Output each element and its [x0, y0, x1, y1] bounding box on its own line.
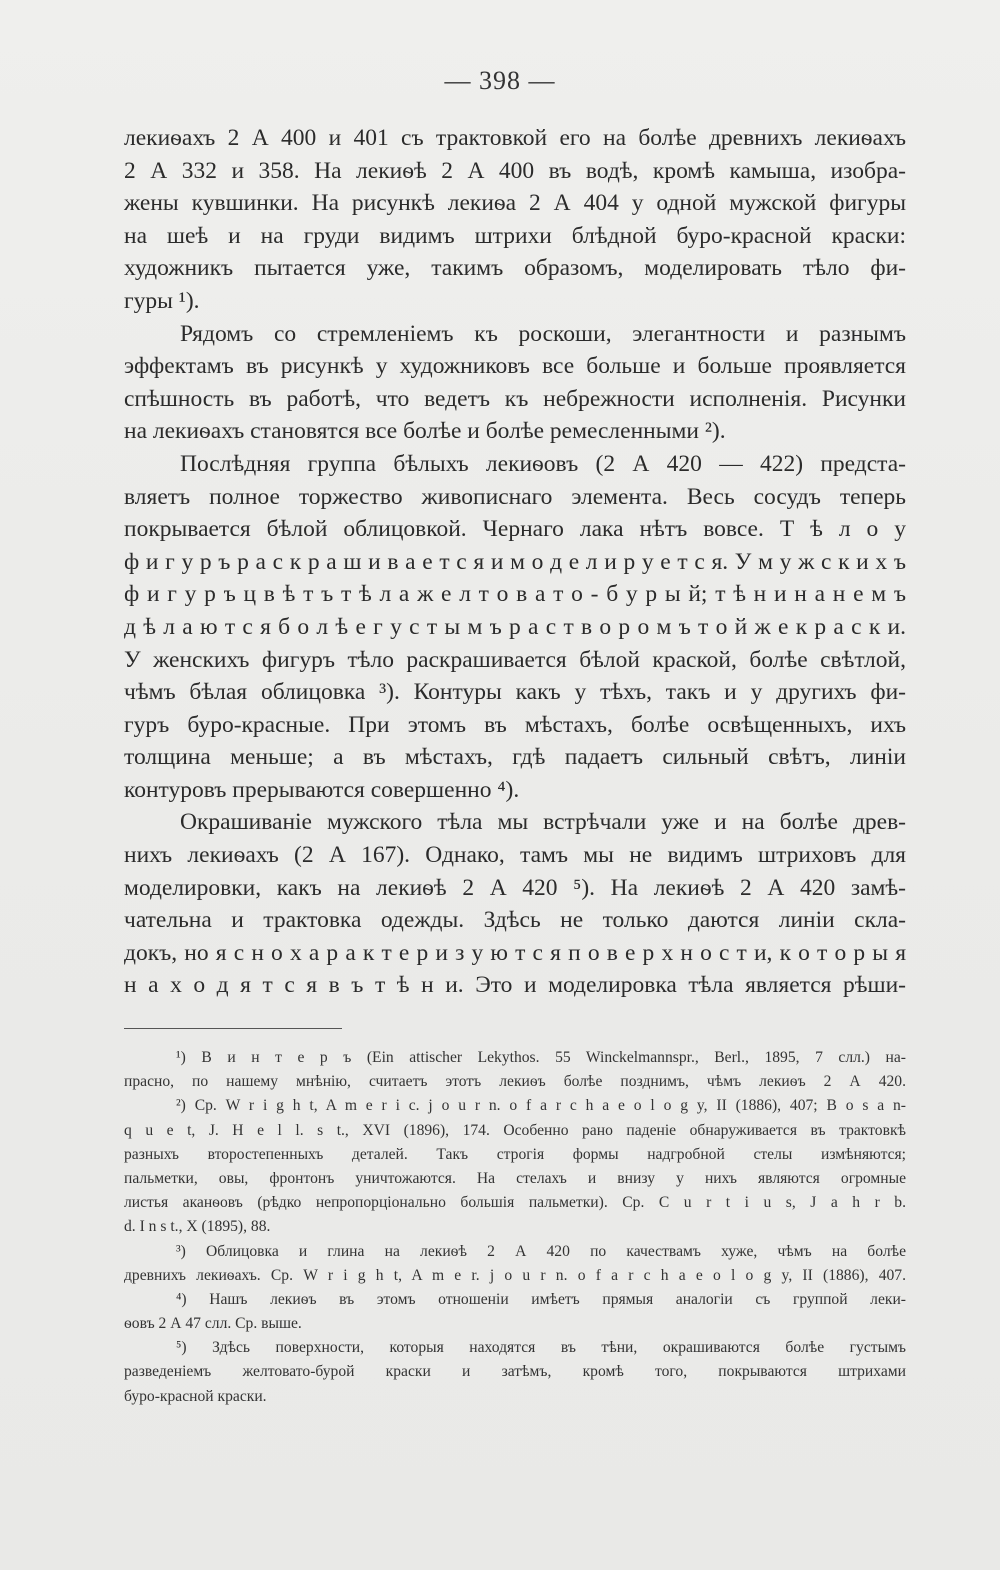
footnotes [124, 1046, 906, 1409]
paragraph-4 [124, 806, 906, 1002]
text-line: на шеѣ и на груди видимъ штрихи блѣдной буро-красной краски: [124, 222, 906, 249]
footnote-line: d. I n s t., X (1895), 88. [124, 1218, 271, 1236]
footnote-line: разныхъ второстепенныхъ деталей. Такъ строгія формы надгробной стелы измѣняются; [124, 1145, 906, 1163]
footnote-line: разведеніемъ желтовато-бурой краски и затѣмъ, кромѣ того, покрываются штрихами [124, 1363, 906, 1381]
footnote-line: буро-красной краски. [124, 1387, 267, 1405]
footnote-line: ⁵) Здѣсь поверхности, которыя находятся въ тѣни, окрашиваются болѣе густымъ [176, 1339, 906, 1357]
text-line: художникъ пытается уже, такимъ образомъ, моделировать тѣло фи- [124, 255, 906, 282]
footnote-line: q u e t, J. H e l l. s t., XVI (1896), 174. Особенно рано паденіе обнаруживается въ трактовкѣ [124, 1121, 906, 1139]
footnote-2 [124, 1094, 906, 1239]
text-line: спѣшность въ работѣ, что ведетъ къ небрежности исполненія. Рисунки [124, 385, 906, 412]
text-line: У женскихъ фигуръ тѣло раскрашивается бѣлой краской, болѣе свѣтлой, [124, 646, 906, 673]
text-line: вляетъ полное торжество живописнаго элемента. Весь сосудъ теперь [124, 483, 906, 510]
footnote-line: пальметки, овы, фронтонъ уничтожаются. На стелахъ и внизу у нихъ являются огромные [124, 1169, 906, 1187]
text-line: 2 А 332 и 358. На лекиѳѣ 2 А 400 въ водѣ, кромѣ камыша, изобра- [124, 157, 906, 184]
text-line: покрывается бѣлой облицовкой. Чернаго лака нѣтъ вовсе. Т ѣ л о у [124, 516, 906, 543]
text-line: толщина меньше; а въ мѣстахъ, гдѣ падаетъ сильный свѣтъ, линіи [124, 744, 906, 771]
text-line: Рядомъ со стремленіемъ къ роскоши, элегантности и разнымъ [180, 320, 906, 347]
footnote-line: ⁴) Нашъ лекиѳъ въ этомъ отношеніи имѣетъ прямыя аналогіи съ группой леки- [176, 1290, 906, 1308]
footnote-line: ¹) В и н т е р ъ (Ein attischer Lekythos. 55 Winckelmannspr., Berl., 1895, 7 слл.) на- [176, 1049, 906, 1066]
text-line: Окрашиваніе мужского тѣла мы встрѣчали уже и на болѣе древ- [180, 809, 906, 836]
text-line: жены кувшинки. На рисункѣ лекиѳа 2 А 404 у одной мужской фигуры [124, 190, 906, 217]
page-number: — 398 — [444, 66, 556, 95]
text-line: чѣмъ бѣлая облицовка ³). Контуры какъ у тѣхъ, такъ и у другихъ фи- [124, 679, 906, 706]
footnote-4 [124, 1288, 906, 1336]
paragraph-2 [124, 318, 906, 448]
text-line: лекиѳахъ 2 А 400 и 401 съ трактовкой его на болѣе древнихъ лекиѳахъ [124, 125, 906, 151]
text-line: Послѣдняя группа бѣлыхъ лекиѳовъ (2 А 420 — 422) предста- [180, 450, 906, 477]
text-line: ф и г у р ъ р а с к р а ш и в а е т с я и м о д е л и р у е т с я. У м у ж с к и х ъ [124, 548, 906, 575]
text-line: нихъ лекиѳахъ (2 А 167). Однако, тамъ мы не видимъ штриховъ для [124, 842, 906, 869]
footnote-line: ²) Ср. W r i g h t, A m e r i c. j o u r n. o f a r c h a e o l o g y, II (1886), 407; B o s a n- [176, 1097, 906, 1115]
text-line: чательна и трактовка одежды. Здѣсь не только даются линіи скла- [124, 907, 906, 934]
main-text [124, 122, 906, 1002]
text-line: гуръ буро-красные. При этомъ въ мѣстахъ, болѣе освѣщенныхъ, ихъ [124, 711, 906, 738]
text-line: н а х о д я т с я в ъ т ѣ н и. Это и моделировка тѣла является рѣши- [124, 972, 906, 999]
text-line: эффектамъ въ рисункѣ у художниковъ все больше и больше проявляется [124, 353, 906, 380]
footnote-line: древнихъ лекиѳахъ. Ср. W r i g h t, A m e r. j o u r n. o f a r c h a e o l o g y, II (1886), 407. [124, 1266, 906, 1284]
footnote-line: листья аканѳовъ (рѣдко непропорціонально большія пальметки). Ср. C u r t i u s, J a h r b. [124, 1194, 906, 1212]
text-line: д ѣ л а ю т с я б о л ѣ е г у с т ы м ъ р а с т в о р о м ъ т о й ж е к р а с к и. [124, 613, 906, 640]
footnote-5 [124, 1336, 906, 1409]
footnote-3 [124, 1240, 906, 1288]
text-line: моделировки, какъ на лекиѳѣ 2 А 420 ⁵). На лекиѳѣ 2 А 420 замѣ- [124, 874, 906, 901]
text-line: ф и г у р ъ ц в ѣ т ъ т ѣ л а ж е л т о в а т о - б у р ы й; т ѣ н и н а н е м ъ [124, 581, 906, 608]
text-line: контуровъ прерываются совершенно ⁴). [124, 776, 520, 803]
footnote-line: ѳовъ 2 А 47 слл. Ср. выше. [124, 1315, 302, 1333]
footnote-1 [124, 1046, 906, 1094]
paragraph-1 [124, 122, 906, 318]
text-line: гуры ¹). [124, 287, 200, 314]
footnote-line: прасно, по нашему мнѣнію, считаетъ этотъ лекиѳъ болѣе позднимъ, чѣмъ лекиѳъ 2 А 420. [124, 1073, 906, 1091]
text-line: на лекиѳахъ становятся все болѣе и болѣе ремесленными ²). [124, 418, 726, 445]
footnote-divider [124, 1028, 342, 1029]
footnote-line: ³) Облицовка и глина на лекиѳѣ 2 А 420 по качествамъ хуже, чѣмъ на болѣе [176, 1242, 906, 1260]
text-line: докъ, но я с н о х а р а к т е р и з у ю т с я п о в е р х н о с т и, к о т о р ы я [124, 939, 906, 966]
paragraph-3 [124, 448, 906, 807]
